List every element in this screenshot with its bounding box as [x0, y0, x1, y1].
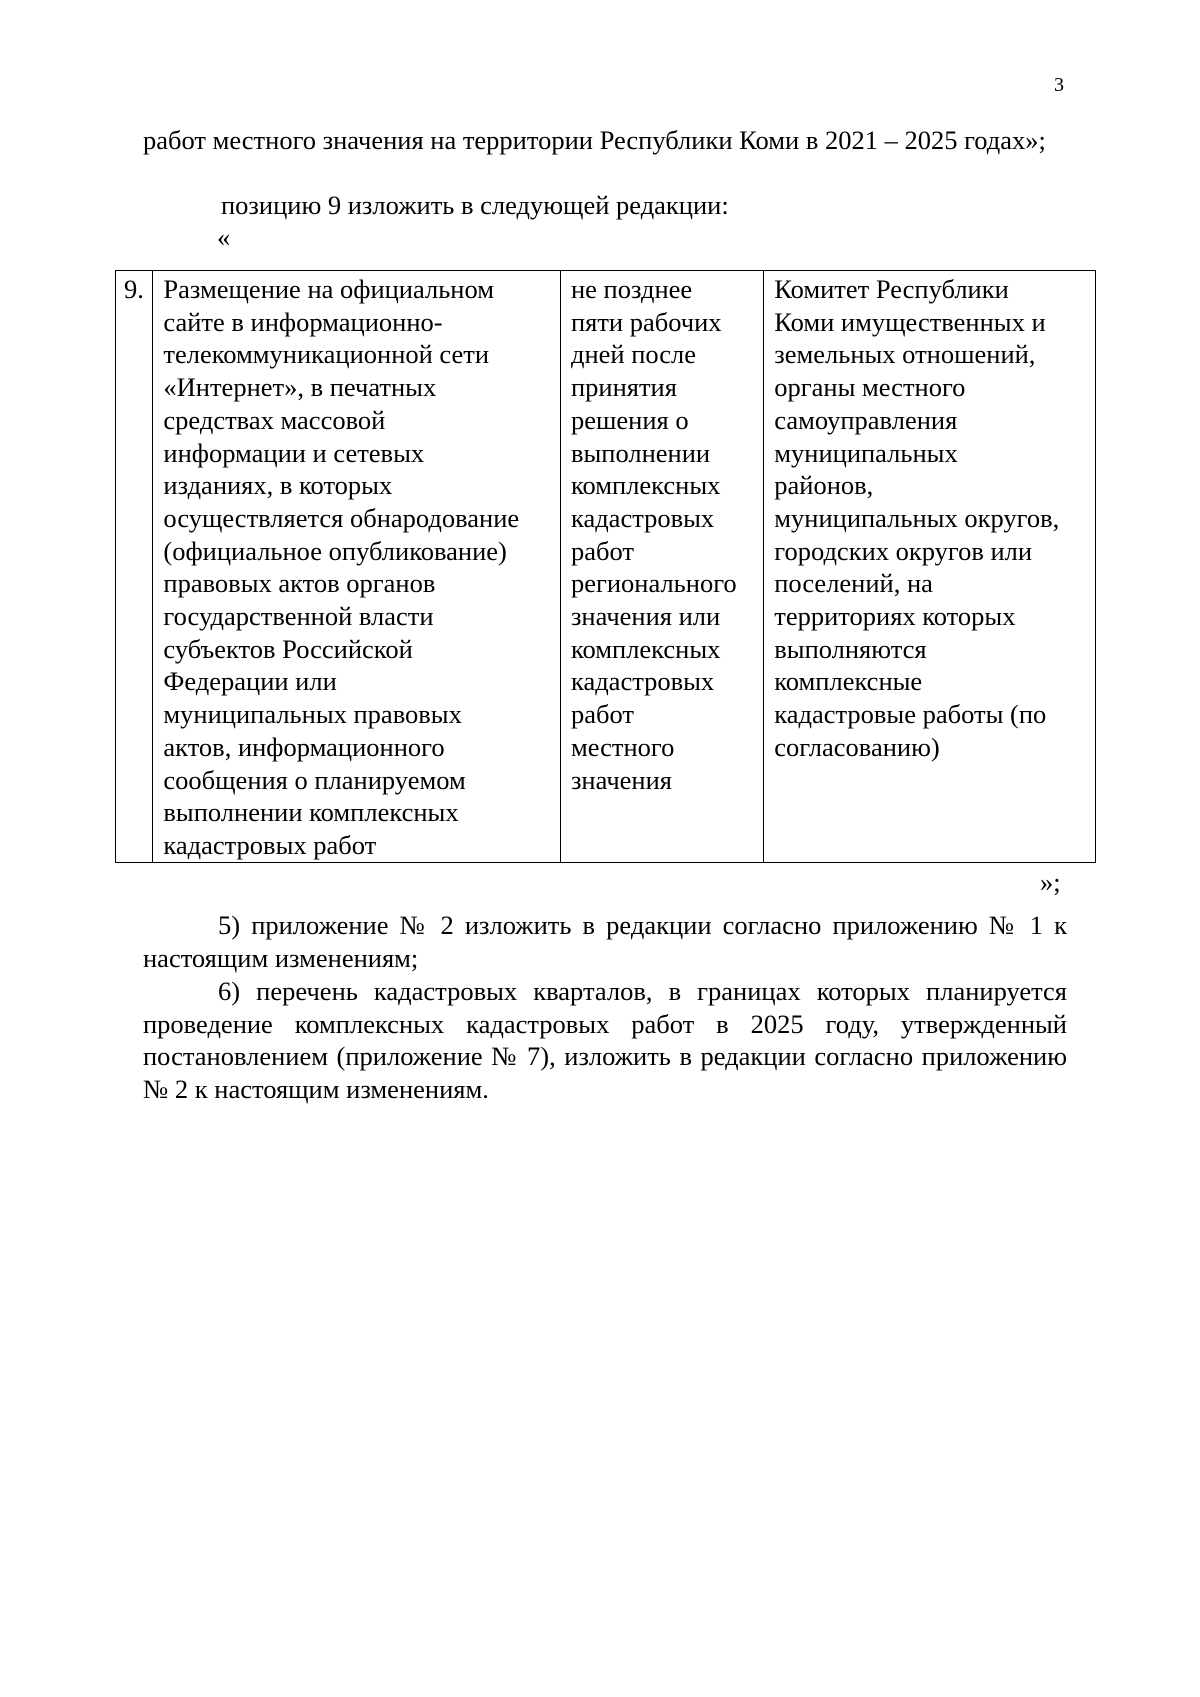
row-description-cell: Размещение на официальном сайте в информационно- телекоммуникационной сети «Интернет», в печатных средствах массовой информации и сетевых изданиях, в которых осуществляется обнародование (официальное опубликование) правовых актов органов государственной власти субъектов Российской Федерации или муниципальных правовых актов, информационного сообщения о планируемом выполнении комплексных кадастровых работ [153, 271, 561, 863]
intro-continuation-text: работ местного значения на территории Республики Коми в 2021 – 2025 годах»; [143, 125, 1046, 155]
position-table [115, 270, 1096, 863]
amendment-item-6: 6) перечень кадастровых кварталов, в границах которых планируется проведение комплексных кадастровых работ в 2025 году, утвержденный постановлением (приложение № 7), изложить в редакции согласно приложению № 2 к настоящим изменениям. [143, 976, 1067, 1104]
row-responsible-cell: Комитет Республики Коми имущественных и земельных отношений, органы местного самоуправления муниципальных районов, муниципальных округов, городских округов или поселений, на территориях которых выполняются комплексные кадастровые работы (по согласованию) [764, 271, 1096, 863]
intro-continuation-paragraph [143, 124, 1067, 157]
amendment-item-5: 5) приложение № 2 изложить в редакции согласно приложению № 1 к настоящим изменениям; [143, 910, 1067, 973]
row-term-cell: не позднее пяти рабочих дней после принятия решения о выполнении комплексных кадастровых работ регионального значения или комплексных кадастровых работ местного значения [560, 271, 763, 863]
amendments-section [143, 909, 1067, 1106]
opening-quote-mark: « [217, 222, 231, 252]
closing-quote-mark: »; [1040, 867, 1061, 897]
page-number: 3 [1054, 74, 1064, 96]
row-number-cell: 9. [116, 271, 153, 863]
position-intro-line: позицию 9 изложить в следующей редакции: [221, 190, 729, 220]
table-row [116, 271, 1096, 863]
